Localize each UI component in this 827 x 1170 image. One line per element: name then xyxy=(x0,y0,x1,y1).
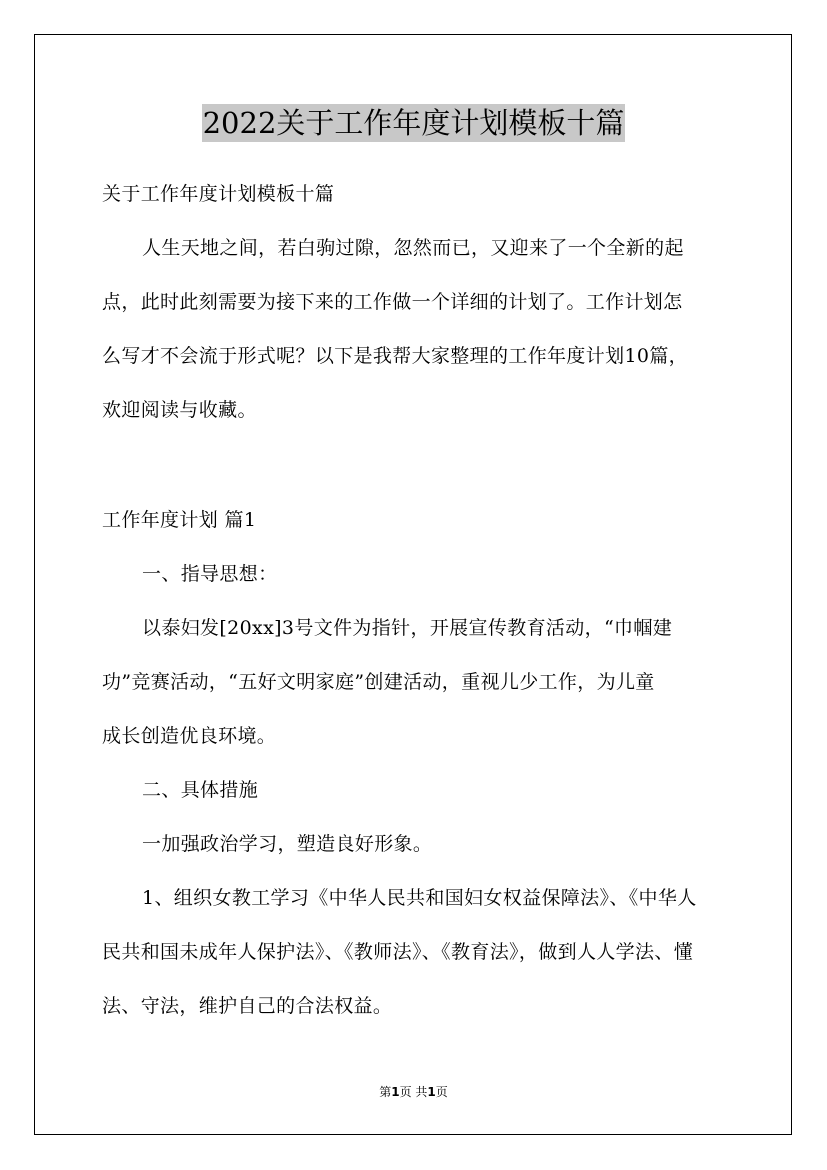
page-footer xyxy=(0,1084,827,1100)
body-line: 一加强政治学习，塑造良好形象。 xyxy=(142,833,433,855)
footer-page-number: 1 xyxy=(391,1085,400,1099)
section-heading: 工作年度计划 篇1 xyxy=(102,509,257,531)
title-container xyxy=(0,104,827,142)
footer-prefix: 第 xyxy=(379,1085,392,1099)
body-line: 一、指导思想： xyxy=(142,563,278,585)
document-title: 2022关于工作年度计划模板十篇 xyxy=(202,106,625,140)
footer-mid: 页 共 xyxy=(399,1085,428,1099)
footer-total-pages: 1 xyxy=(427,1085,436,1099)
body-line: 以泰妇发[20xx]3号文件为指针，开展宣传教育活动，“巾帼建 xyxy=(142,617,673,639)
subtitle-line: 关于工作年度计划模板十篇 xyxy=(102,183,335,205)
body-line: 功”竞赛活动，“五好文明家庭”创建活动，重视儿少工作，为儿童 xyxy=(102,671,655,693)
body-line: 人生天地之间，若白驹过隙，忽然而已，又迎来了一个全新的起 xyxy=(142,237,684,259)
body-line: 成长创造优良环境。 xyxy=(102,725,277,747)
body-line: 1、组织女教工学习《中华人民共和国妇女权益保障法》、《中华人 xyxy=(142,887,697,909)
body-line: 法、守法，维护自己的合法权益。 xyxy=(102,995,393,1017)
footer-suffix: 页 xyxy=(435,1085,448,1099)
body-line: 点，此时此刻需要为接下来的工作做一个详细的计划了。工作计划怎 xyxy=(102,291,683,313)
body-line: 民共和国未成年人保护法》、《教师法》、《教育法》，做到人人学法、懂 xyxy=(102,941,694,963)
body-line: 欢迎阅读与收藏。 xyxy=(102,399,257,421)
body-line: 二、具体措施 xyxy=(142,779,259,801)
body-line: 么写才不会流于形式呢？以下是我帮大家整理的工作年度计划10篇， xyxy=(102,345,689,367)
